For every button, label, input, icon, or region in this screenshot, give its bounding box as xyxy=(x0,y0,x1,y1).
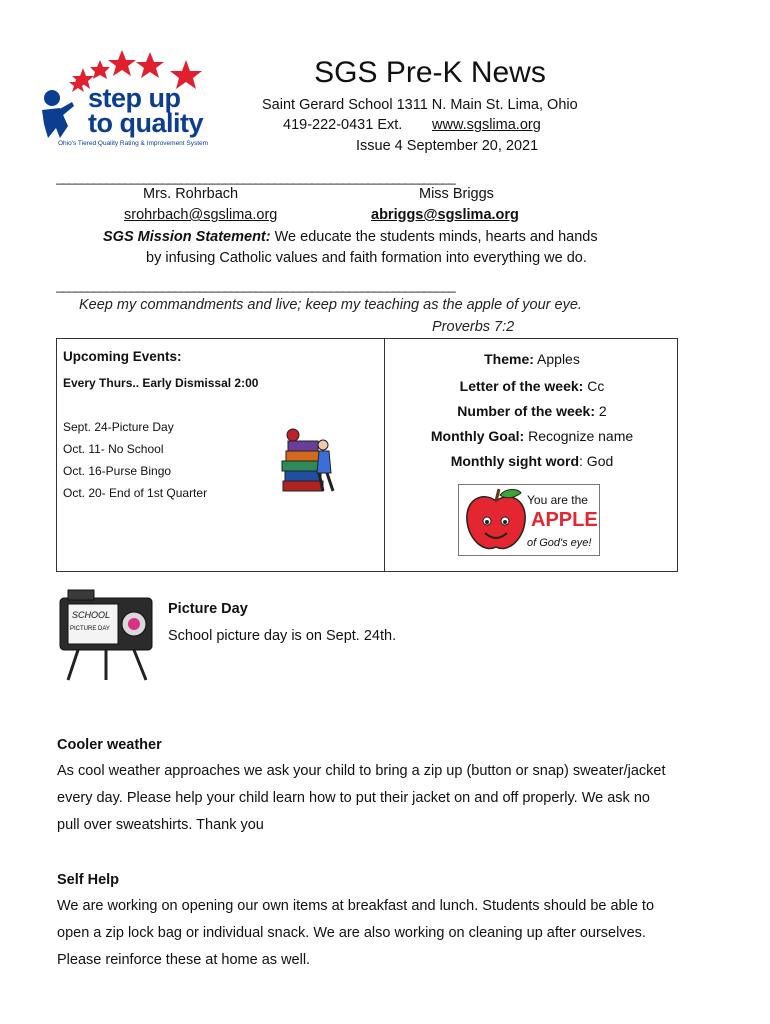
letter-label: Letter of the week: xyxy=(459,378,584,394)
school-address: Saint Gerard School 1311 N. Main St. Lima, Ohio xyxy=(262,97,578,113)
mission-line-1: We educate the students minds, hearts and hands xyxy=(270,229,598,245)
event-item: Oct. 16-Purse Bingo xyxy=(63,464,172,478)
goal-value: Recognize name xyxy=(524,428,634,444)
apple-icon xyxy=(463,487,529,553)
mission-statement xyxy=(103,229,598,245)
goal-label: Monthly Goal: xyxy=(430,428,525,444)
camera-sign-line-2: PICTURE DAY xyxy=(70,626,110,632)
mission-label: SGS Mission Statement: xyxy=(103,229,271,245)
monthly-sight-word xyxy=(387,453,677,469)
apple-card-line-3: of God's eye! xyxy=(527,537,592,549)
logo-wordmark xyxy=(88,83,203,138)
step-up-to-quality-logo xyxy=(38,46,216,156)
event-item: Oct. 20- End of 1st Quarter xyxy=(63,486,208,500)
self-help-heading: Self Help xyxy=(57,872,120,888)
theme-line xyxy=(387,351,677,367)
mission-divider: ________________________________________________________________ xyxy=(56,278,455,293)
event-item: Sept. 24-Picture Day xyxy=(63,420,174,434)
sight-value: : God xyxy=(579,453,614,469)
cooler-weather-heading: Cooler weather xyxy=(57,737,162,753)
cooler-weather-line: every day. Please help your child learn how to put their jacket on and off properly. We ask no xyxy=(57,790,650,806)
cooler-weather-line: As cool weather approaches we ask your child to bring a zip up (button or snap) sweater/jacket xyxy=(57,763,666,779)
issue-date: Issue 4 September 20, 2021 xyxy=(356,138,539,154)
teacher-name-rohrbach: Mrs. Rohrbach xyxy=(143,186,239,202)
event-item: Oct. 11- No School xyxy=(63,442,164,456)
theme-label: Theme: xyxy=(484,351,534,367)
newsletter-title: SGS Pre-K News xyxy=(314,56,546,89)
self-help-line: We are working on opening our own items at breakfast and lunch. Students should be able to xyxy=(57,898,655,914)
theme-value: Apples xyxy=(533,351,580,367)
self-help-text xyxy=(57,893,717,974)
apple-of-gods-eye-card xyxy=(458,484,600,556)
apple-card-line-1: You are the xyxy=(527,493,588,507)
letter-value: Cc xyxy=(583,378,605,394)
letter-of-week xyxy=(387,378,677,394)
number-of-week xyxy=(387,403,677,419)
logo-tagline: Ohio's Tiered Quality Rating & Improvement System xyxy=(58,140,209,147)
camera-icon xyxy=(54,588,158,682)
logo-line-1: step up xyxy=(88,83,181,113)
books-child-clipart-icon xyxy=(279,415,339,497)
email-link-briggs[interactable]: abriggs@sgslima.org xyxy=(371,207,519,223)
recurring-event: Every Thurs.. Early Dismissal 2:00 xyxy=(63,376,259,390)
self-help-line: open a zip lock bag or individual snack. We are also working on cleaning up after ourselves. xyxy=(57,925,646,941)
upcoming-events-heading: Upcoming Events: xyxy=(63,349,182,364)
table-column-divider xyxy=(384,339,385,571)
school-website-link[interactable]: www.sgslima.org xyxy=(432,117,541,133)
monthly-goal xyxy=(387,428,677,444)
number-label: Number of the week: xyxy=(457,403,595,419)
school-phone: 419-222-0431 Ext. xyxy=(283,117,403,133)
email-link-rohrbach[interactable]: srohrbach@sgslima.org xyxy=(124,207,278,223)
self-help-line: Please reinforce these at home as well. xyxy=(57,952,311,968)
logo-line-2: to quality xyxy=(88,108,203,138)
number-value: 2 xyxy=(595,403,607,419)
cooler-weather-text xyxy=(57,758,717,839)
verse-reference: Proverbs 7:2 xyxy=(432,319,515,335)
mission-line-2: by infusing Catholic values and faith formation into everything we do. xyxy=(146,250,587,266)
picture-day-heading: Picture Day xyxy=(168,601,248,617)
sight-label: Monthly sight word xyxy=(450,453,580,469)
bible-verse: Keep my commandments and live; keep my teaching as the apple of your eye. xyxy=(79,297,582,313)
picture-day-text: School picture day is on Sept. 24th. xyxy=(168,628,397,644)
apple-card-line-2: APPLE xyxy=(531,509,598,531)
teacher-name-briggs: Miss Briggs xyxy=(419,186,494,202)
camera-sign-line-1: SCHOOL xyxy=(72,610,111,620)
header-divider: ________________________________________________________________ xyxy=(56,170,455,185)
cooler-weather-line: pull over sweatshirts. Thank you xyxy=(57,817,264,833)
